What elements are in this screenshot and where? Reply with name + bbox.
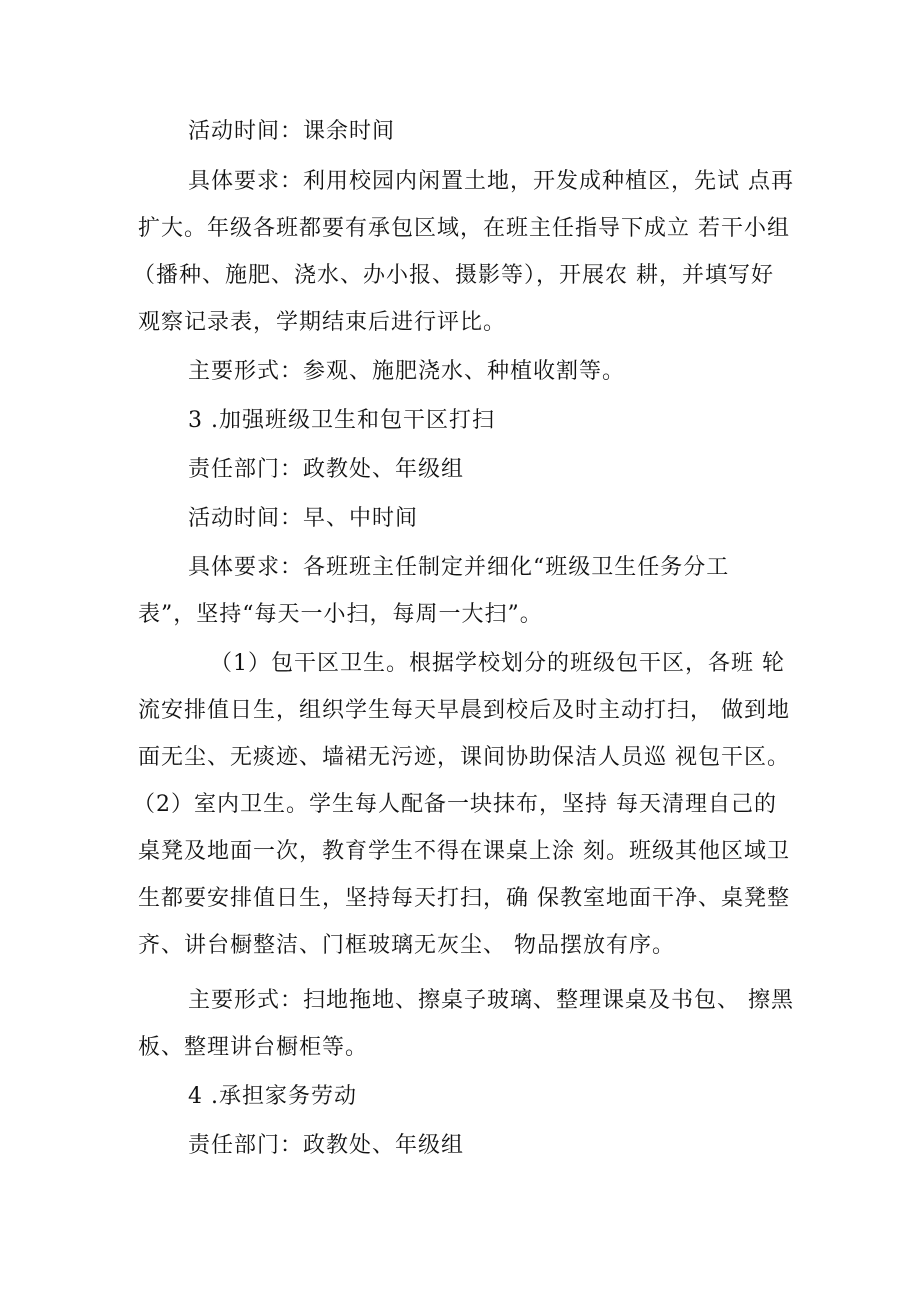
text-line: 齐、讲台橱整洁、门框玻璃无灰尘、 物品摆放有序。: [138, 933, 675, 958]
text-line: 桌凳及地面一次，教育学生不得在课桌上涂 刻。班级其他区域卫: [138, 839, 790, 864]
text-line: 观察记录表，学期结束后进行评比。: [138, 310, 507, 335]
text-line: 责任部门：政教处、年级组: [188, 1133, 465, 1158]
text-line: 表”，坚持“每天一小扫，每周一大扫”。: [138, 602, 543, 627]
text-line: 生都要安排值日生，坚持每天打扫，确 保教室地面干净、桌凳整: [138, 886, 790, 911]
text-line: 具体要求：各班班主任制定并细化“班级卫生任务分工: [188, 555, 730, 580]
text-line: 扩大。年级各班都要有承包区域，在班主任指导下成立 若干小组: [138, 216, 790, 241]
section-heading: 3 .加强班级卫生和包干区打扫: [188, 408, 495, 433]
text-line: （2）室内卫生。学生每人配备一块抹布，坚持 每天清理自己的: [133, 792, 777, 817]
text-line: 板、整理讲台橱柜等。: [138, 1035, 369, 1060]
section-heading: 4 .承担家务劳动: [188, 1084, 357, 1109]
text-line: 主要形式：参观、施肥浇水、种植收割等。: [188, 359, 626, 384]
text-line: 责任部门：政教处、年级组: [188, 457, 465, 482]
text-line: （1）包干区卫生。根据学校划分的班级包干区，各班 轮: [210, 651, 785, 676]
text-line: 面无尘、无痰迹、墙裙无污迹，课间协助保洁人员巡 视包干区。: [138, 745, 790, 770]
text-line: 具体要求：利用校园内闲置土地，开发成种植区，先试 点再: [188, 169, 794, 194]
text-line: 活动时间：课余时间: [188, 119, 396, 144]
text-line: 活动时间：早、中时间: [188, 506, 419, 531]
text-line: 流安排值日生，组织学生每天早晨到校后及时主动打扫， 做到地: [138, 698, 790, 723]
text-line: 主要形式：扫地拖地、擦桌子玻璃、整理课桌及书包、 擦黑: [188, 988, 794, 1013]
text-line: （播种、施肥、浇水、办小报、摄影等），开展农 耕，并填写好: [133, 263, 774, 288]
